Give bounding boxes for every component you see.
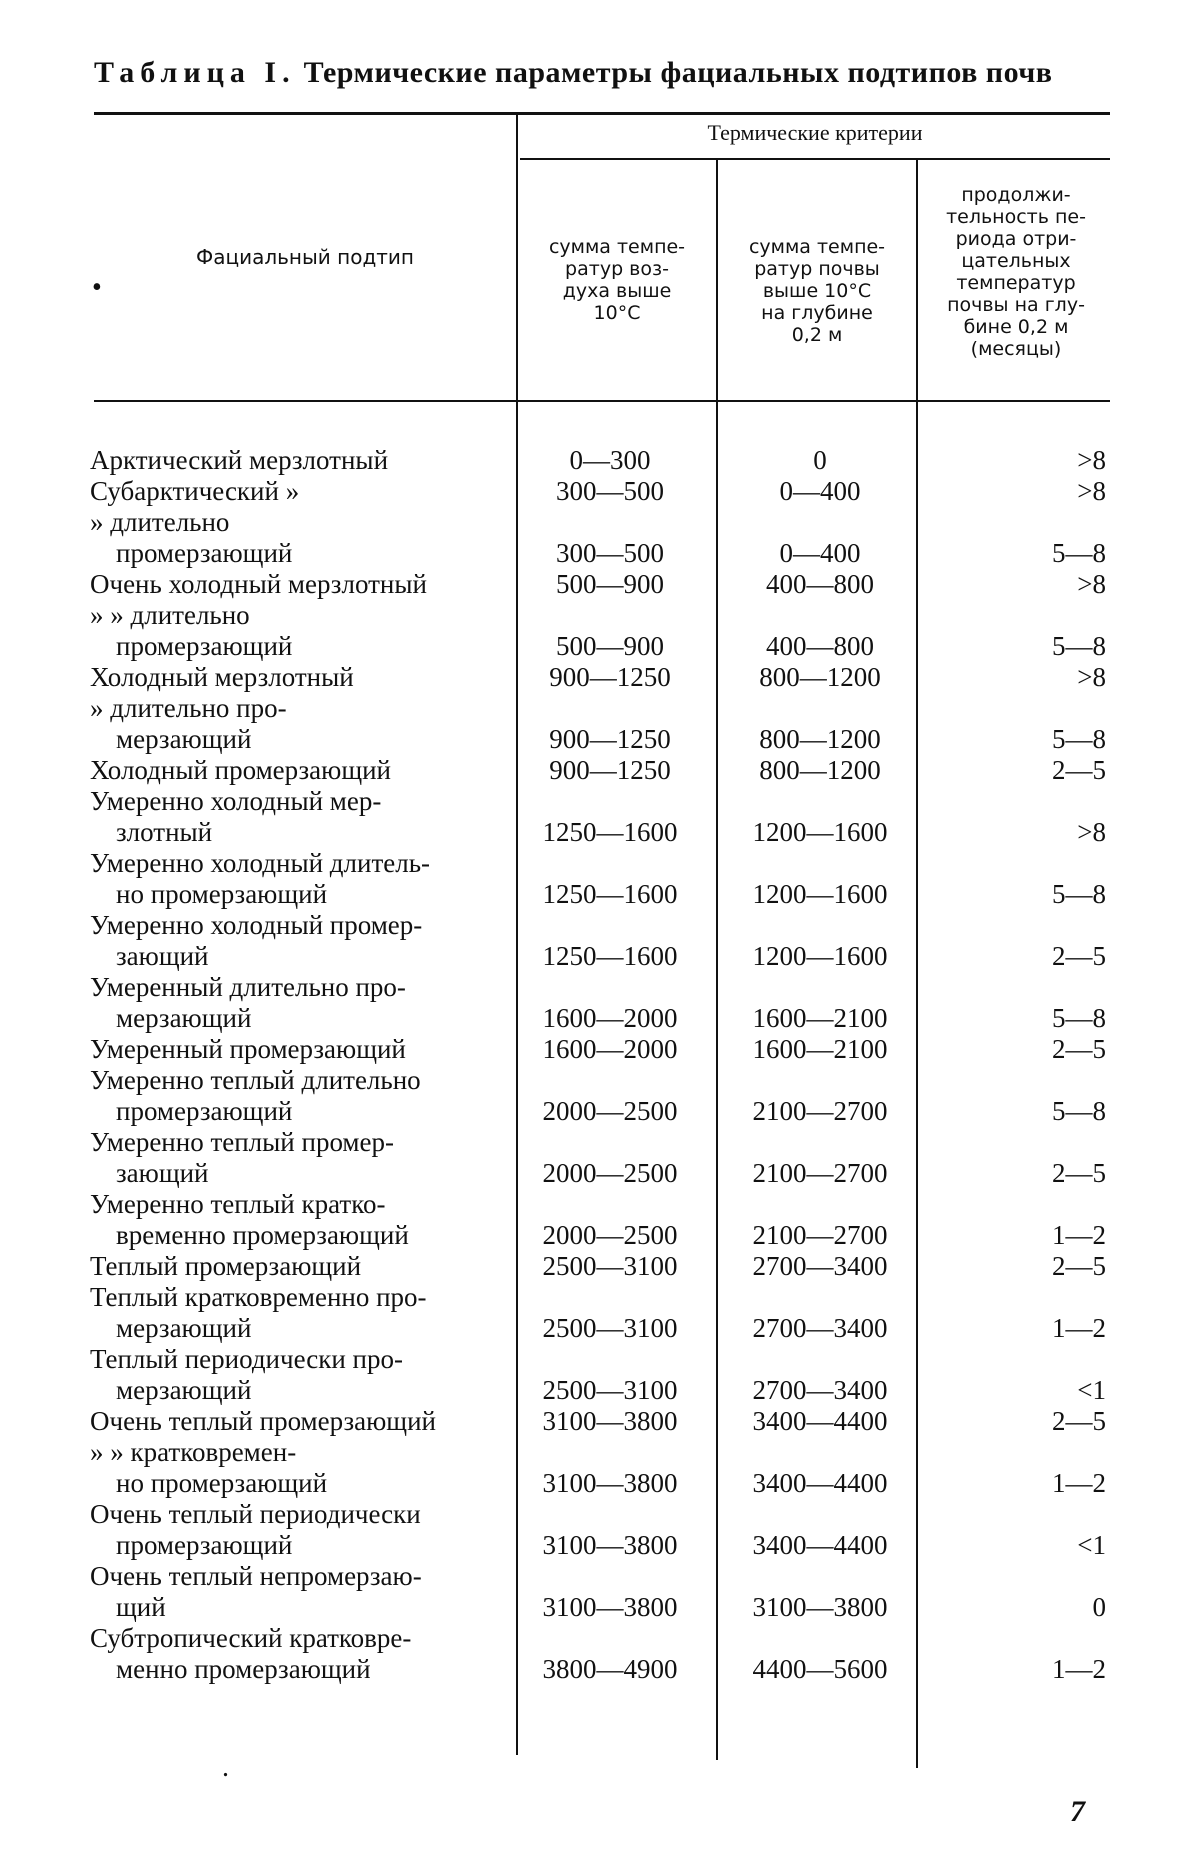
negative-period-value: 1—2 — [1052, 1654, 1106, 1684]
subtype-name-line: Умеренно холодный мер- — [90, 786, 382, 816]
air-temp-sum-value: 1250—1600 — [542, 817, 678, 847]
subtype-name-line: Очень теплый периодически — [90, 1499, 421, 1529]
subtype-name-line: промерзающий — [116, 538, 293, 568]
soil-temp-sum-value: 800—1200 — [759, 662, 881, 692]
air-temp-sum-value: 1600—2000 — [542, 1003, 678, 1033]
soil-temp-sum-value: 400—800 — [766, 569, 874, 599]
header-line: ратур воз- — [565, 258, 669, 280]
subtype-name-line: зающий — [116, 1158, 209, 1188]
subtype-name-line: Умеренно теплый кратко- — [90, 1189, 386, 1219]
column-divider-2 — [716, 160, 718, 1760]
subtype-name — [90, 848, 508, 910]
subtype-name-line: » » длительно — [90, 600, 250, 630]
soil-temp-sum-value: 1600—2100 — [752, 1034, 888, 1064]
negative-period-value: 5—8 — [1052, 1096, 1106, 1126]
header-line: (месяцы) — [970, 338, 1062, 360]
header-line: сумма темпе- — [548, 236, 686, 258]
subtype-name-line: мерзающий — [116, 724, 252, 754]
group-header-rule — [520, 158, 1110, 160]
page-number: 7 — [1070, 1795, 1085, 1828]
soil-temp-sum-value: 2700—3400 — [752, 1313, 888, 1343]
subtype-name — [90, 1406, 508, 1437]
soil-temp-sum-value: 0 — [813, 445, 827, 475]
subtype-name-line: мерзающий — [116, 1003, 252, 1033]
subtype-name — [90, 755, 508, 786]
soil-temp-sum-value: 1200—1600 — [752, 817, 888, 847]
header-line: цательных — [961, 250, 1071, 272]
subtype-name-line: менно промерзающий — [116, 1654, 371, 1684]
table-title — [94, 56, 1114, 90]
air-temp-sum-value: 300—500 — [556, 538, 664, 568]
subtype-name — [90, 1561, 508, 1623]
column-divider-1 — [516, 115, 518, 1755]
subtype-name — [90, 662, 508, 693]
subtype-name-line: зающий — [116, 941, 209, 971]
header-line: духа выше — [562, 280, 672, 302]
negative-period-value: <1 — [1077, 1375, 1106, 1405]
subtype-name — [90, 910, 508, 972]
negative-period-value: >8 — [1077, 817, 1106, 847]
subtype-name-line: Арктический мерзлотный — [90, 445, 389, 475]
subtype-name-line: Теплый кратковременно про- — [90, 1282, 427, 1312]
header-line: температур — [956, 272, 1076, 294]
subtype-name-line: Холодный промерзающий — [90, 755, 392, 785]
air-temp-sum-value: 0—300 — [569, 445, 651, 475]
negative-period-value: 5—8 — [1052, 538, 1106, 568]
subtype-name — [90, 1034, 508, 1065]
stray-mark: . — [222, 1752, 229, 1783]
negative-period-value: 5—8 — [1052, 879, 1106, 909]
soil-temp-sum-value: 2100—2700 — [752, 1220, 888, 1250]
subtype-name — [90, 507, 508, 569]
soil-temp-sum-value: 4400—5600 — [752, 1654, 888, 1684]
air-temp-sum-value: 300—500 — [556, 476, 664, 506]
air-temp-sum-value: 1250—1600 — [542, 941, 678, 971]
negative-period-value: 1—2 — [1052, 1220, 1106, 1250]
soil-temp-sum-value: 3100—3800 — [752, 1592, 888, 1622]
air-temp-sum-value: 900—1250 — [549, 724, 671, 754]
soil-temp-sum-value: 3400—4400 — [752, 1530, 888, 1560]
header-bottom-rule — [94, 400, 1110, 402]
soil-temp-sum-value: 3400—4400 — [752, 1406, 888, 1436]
header-line: сумма темпе- — [748, 236, 886, 258]
header-line: почвы на глу- — [947, 294, 1085, 316]
soil-temp-sum-value: 800—1200 — [759, 724, 881, 754]
subtype-name — [90, 445, 508, 476]
subtype-name-line: Холодный мерзлотный — [90, 662, 354, 692]
soil-temp-sum-value: 2700—3400 — [752, 1251, 888, 1281]
air-temp-sum-value: 900—1250 — [549, 755, 671, 785]
negative-period-value: >8 — [1077, 662, 1106, 692]
subtype-name-line: мерзающий — [116, 1375, 252, 1405]
header-line: выше 10°С — [762, 280, 872, 302]
subtype-name-line: Теплый периодически про- — [90, 1344, 403, 1374]
subtype-name-line: Субарктический » — [90, 476, 300, 506]
subtype-name-line: Умеренно холодный длитель- — [90, 848, 431, 878]
subtype-name-line: Очень холодный мерзлотный — [90, 569, 427, 599]
subtype-name-line: промерзающий — [116, 631, 293, 661]
subtype-name — [90, 1127, 508, 1189]
group-header: Термические критерии — [707, 120, 923, 145]
subtype-name — [90, 1437, 508, 1499]
air-temp-sum-value: 900—1250 — [549, 662, 671, 692]
subtype-name — [90, 1499, 508, 1561]
subtype-name-line: Умеренно теплый длительно — [90, 1065, 421, 1095]
negative-period-value: >8 — [1077, 569, 1106, 599]
table-title-text: Термические параметры фациальных подтипов почв — [303, 56, 1053, 89]
subtype-name — [90, 786, 508, 848]
air-temp-sum-value: 3100—3800 — [542, 1592, 678, 1622]
subtype-name — [90, 1065, 508, 1127]
negative-period-value: 5—8 — [1052, 724, 1106, 754]
air-temp-sum-value: 1250—1600 — [542, 879, 678, 909]
column-header-negative-period — [922, 184, 1110, 360]
subtype-name — [90, 1282, 508, 1344]
subtype-name-line: » » кратковремен- — [90, 1437, 297, 1467]
air-temp-sum-value: 1600—2000 — [542, 1034, 678, 1064]
soil-temp-sum-value: 0—400 — [779, 538, 861, 568]
subtype-name — [90, 1623, 508, 1685]
air-temp-sum-value: 2000—2500 — [542, 1158, 678, 1188]
air-temp-sum-value: 2500—3100 — [542, 1313, 678, 1343]
soil-temp-sum-value: 2700—3400 — [752, 1375, 888, 1405]
subtype-name-line: Очень теплый промерзающий — [90, 1406, 436, 1436]
column-header-air-temp — [522, 236, 712, 324]
header-line: 0,2 м — [791, 324, 843, 346]
subtype-name-line: Субтропический кратковре- — [90, 1623, 412, 1653]
column-header-soil-temp — [722, 236, 912, 346]
header-line: риода отри- — [955, 228, 1077, 250]
negative-period-value: >8 — [1077, 445, 1106, 475]
table-title-lead: Таблица I. — [94, 56, 296, 89]
air-temp-sum-value: 3100—3800 — [542, 1468, 678, 1498]
air-temp-sum-value: 3800—4900 — [542, 1654, 678, 1684]
subtype-name-line: щий — [116, 1592, 166, 1622]
negative-period-value: 2—5 — [1052, 1158, 1106, 1188]
subtype-name — [90, 972, 508, 1034]
subtype-name-line: Умеренно холодный промер- — [90, 910, 423, 940]
negative-period-value: 2—5 — [1052, 1406, 1106, 1436]
air-temp-sum-value: 500—900 — [556, 569, 664, 599]
subtype-name — [90, 1189, 508, 1251]
negative-period-value: >8 — [1077, 476, 1106, 506]
subtype-name-line: злотный — [116, 817, 213, 847]
subtype-name — [90, 1344, 508, 1406]
subtype-name-line: Очень теплый непромерзаю- — [90, 1561, 422, 1591]
air-temp-sum-value: 3100—3800 — [542, 1530, 678, 1560]
stray-mark: • — [92, 272, 102, 303]
header-line: ратур почвы — [754, 258, 880, 280]
soil-temp-sum-value: 400—800 — [766, 631, 874, 661]
subtype-name — [90, 693, 508, 755]
negative-period-value: 5—8 — [1052, 1003, 1106, 1033]
subtype-name-line: но промерзающий — [116, 879, 328, 909]
air-temp-sum-value: 3100—3800 — [542, 1406, 678, 1436]
top-rule — [94, 112, 1110, 115]
soil-temp-sum-value: 2100—2700 — [752, 1158, 888, 1188]
header-line: 10°С — [593, 302, 641, 324]
negative-period-value: 0 — [1092, 1592, 1106, 1622]
air-temp-sum-value: 2500—3100 — [542, 1251, 678, 1281]
air-temp-sum-value: 2500—3100 — [542, 1375, 678, 1405]
subtype-name-line: Умеренный длительно про- — [90, 972, 406, 1002]
subtype-name — [90, 476, 508, 507]
soil-temp-sum-value: 0—400 — [779, 476, 861, 506]
subtype-name — [90, 600, 508, 662]
subtype-name-line: промерзающий — [116, 1530, 293, 1560]
column-header-subtype: Фациальный подтип — [196, 245, 414, 269]
header-line: продолжи- — [961, 184, 1071, 206]
header-line: на глубине — [761, 302, 873, 324]
negative-period-value: 2—5 — [1052, 1034, 1106, 1064]
negative-period-value: 5—8 — [1052, 631, 1106, 661]
header-line: бине 0,2 м — [963, 316, 1069, 338]
subtype-name-line: » длительно — [90, 507, 230, 537]
subtype-name-line: » длительно про- — [90, 693, 287, 723]
negative-period-value: 1—2 — [1052, 1468, 1106, 1498]
subtype-name — [90, 1251, 508, 1282]
soil-temp-sum-value: 1200—1600 — [752, 879, 888, 909]
subtype-name-line: промерзающий — [116, 1096, 293, 1126]
soil-temp-sum-value: 2100—2700 — [752, 1096, 888, 1126]
subtype-name-line: временно промерзающий — [116, 1220, 409, 1250]
subtype-name-line: Умеренно теплый промер- — [90, 1127, 394, 1157]
negative-period-value: 1—2 — [1052, 1313, 1106, 1343]
soil-temp-sum-value: 800—1200 — [759, 755, 881, 785]
air-temp-sum-value: 2000—2500 — [542, 1220, 678, 1250]
subtype-name — [90, 569, 508, 600]
header-line: тельность пе- — [946, 206, 1086, 228]
subtype-name-line: но промерзающий — [116, 1468, 328, 1498]
subtype-name-line: мерзающий — [116, 1313, 252, 1343]
air-temp-sum-value: 500—900 — [556, 631, 664, 661]
soil-temp-sum-value: 3400—4400 — [752, 1468, 888, 1498]
negative-period-value: 2—5 — [1052, 941, 1106, 971]
subtype-name-line: Умеренный промерзающий — [90, 1034, 406, 1064]
negative-period-value: 2—5 — [1052, 1251, 1106, 1281]
air-temp-sum-value: 2000—2500 — [542, 1096, 678, 1126]
soil-temp-sum-value: 1200—1600 — [752, 941, 888, 971]
subtype-name-line: Теплый промерзающий — [90, 1251, 362, 1281]
soil-temp-sum-value: 1600—2100 — [752, 1003, 888, 1033]
negative-period-value: <1 — [1077, 1530, 1106, 1560]
negative-period-value: 2—5 — [1052, 755, 1106, 785]
